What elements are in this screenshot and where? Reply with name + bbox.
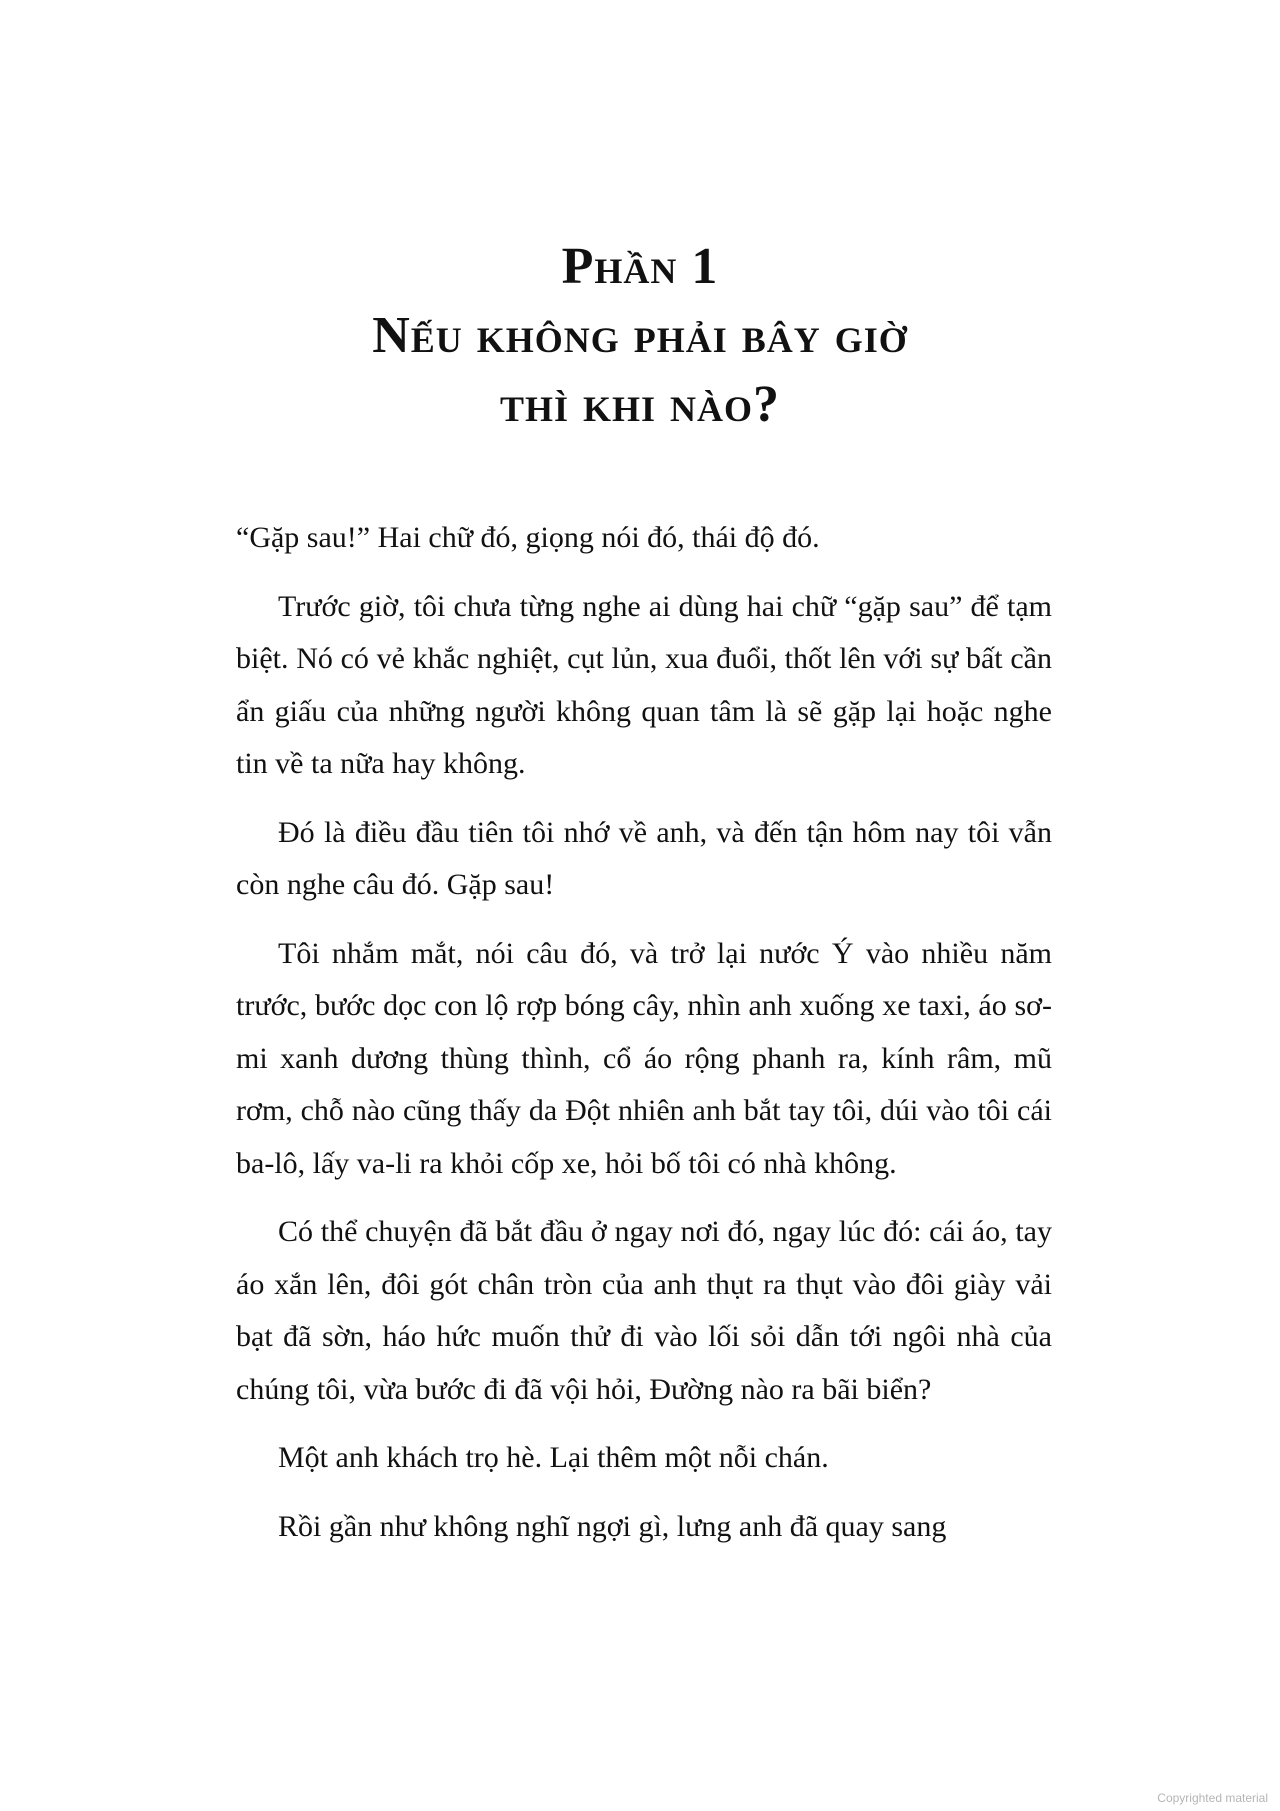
paragraph-6: Một anh khách trọ hè. Lại thêm một nỗi chán. [278,1441,829,1474]
paragraph-4: Tôi nhắm mắt, nói câu đó, và trở lại nước Ý vào nhiều năm trước, bước dọc con lộ rợp bóng cây, nhìn anh xuống xe taxi, áo sơ-mi xanh dương thùng thình, cổ áo rộng phanh ra, kính râm, mũ rơm, chỗ nào cũng thấy da Đột nhiên anh bắt tay tôi, dúi vào tôi cái ba-lô, lấy va-li ra khỏi cốp xe, hỏi bố tôi có nhà không. [236,936,1052,1180]
paragraph-1: “Gặp sau!” Hai chữ đó, giọng nói đó, thái độ đó. [236,521,820,554]
chapter-heading-line-3: thì khi nào? [499,376,781,433]
paragraph-2: Trước giờ, tôi chưa từng nghe ai dùng hai chữ “gặp sau” để tạm biệt. Nó có vẻ khắc nghiệt, cụt lủn, xua đuổi, thốt lên với sự bất cần ẩn giấu của những người không quan tâm là sẽ gặp lại hoặc nghe tin về ta nữa hay không. [236,589,1052,780]
paragraph-7: Rồi gần như không nghĩ ngợi gì, lưng anh đã quay sang [278,1509,947,1543]
chapter-heading-line-2: Nếu không phải bây giờ [372,307,908,364]
paragraph-3: Đó là điều đầu tiên tôi nhớ về anh, và đến tận hôm nay tôi vẫn còn nghe câu đó. Gặp sau! [236,815,1052,901]
chapter-heading-line-1: Phần 1 [561,238,719,295]
copyright-notice: Copyrighted material [1157,1791,1268,1805]
chapter-heading [0,232,1280,439]
body-text [236,512,1052,1569]
paragraph-5: Có thể chuyện đã bắt đầu ở ngay nơi đó, ngay lúc đó: cái áo, tay áo xắn lên, đôi gót chân tròn của anh thụt ra thụt vào đôi giày vải bạt đã sờn, háo hức muốn thử đi vào lối sỏi dẫn tới ngôi nhà của chúng tôi, vừa bước đi đã vội hỏi, Đường nào ra bãi biển? [236,1215,1052,1406]
